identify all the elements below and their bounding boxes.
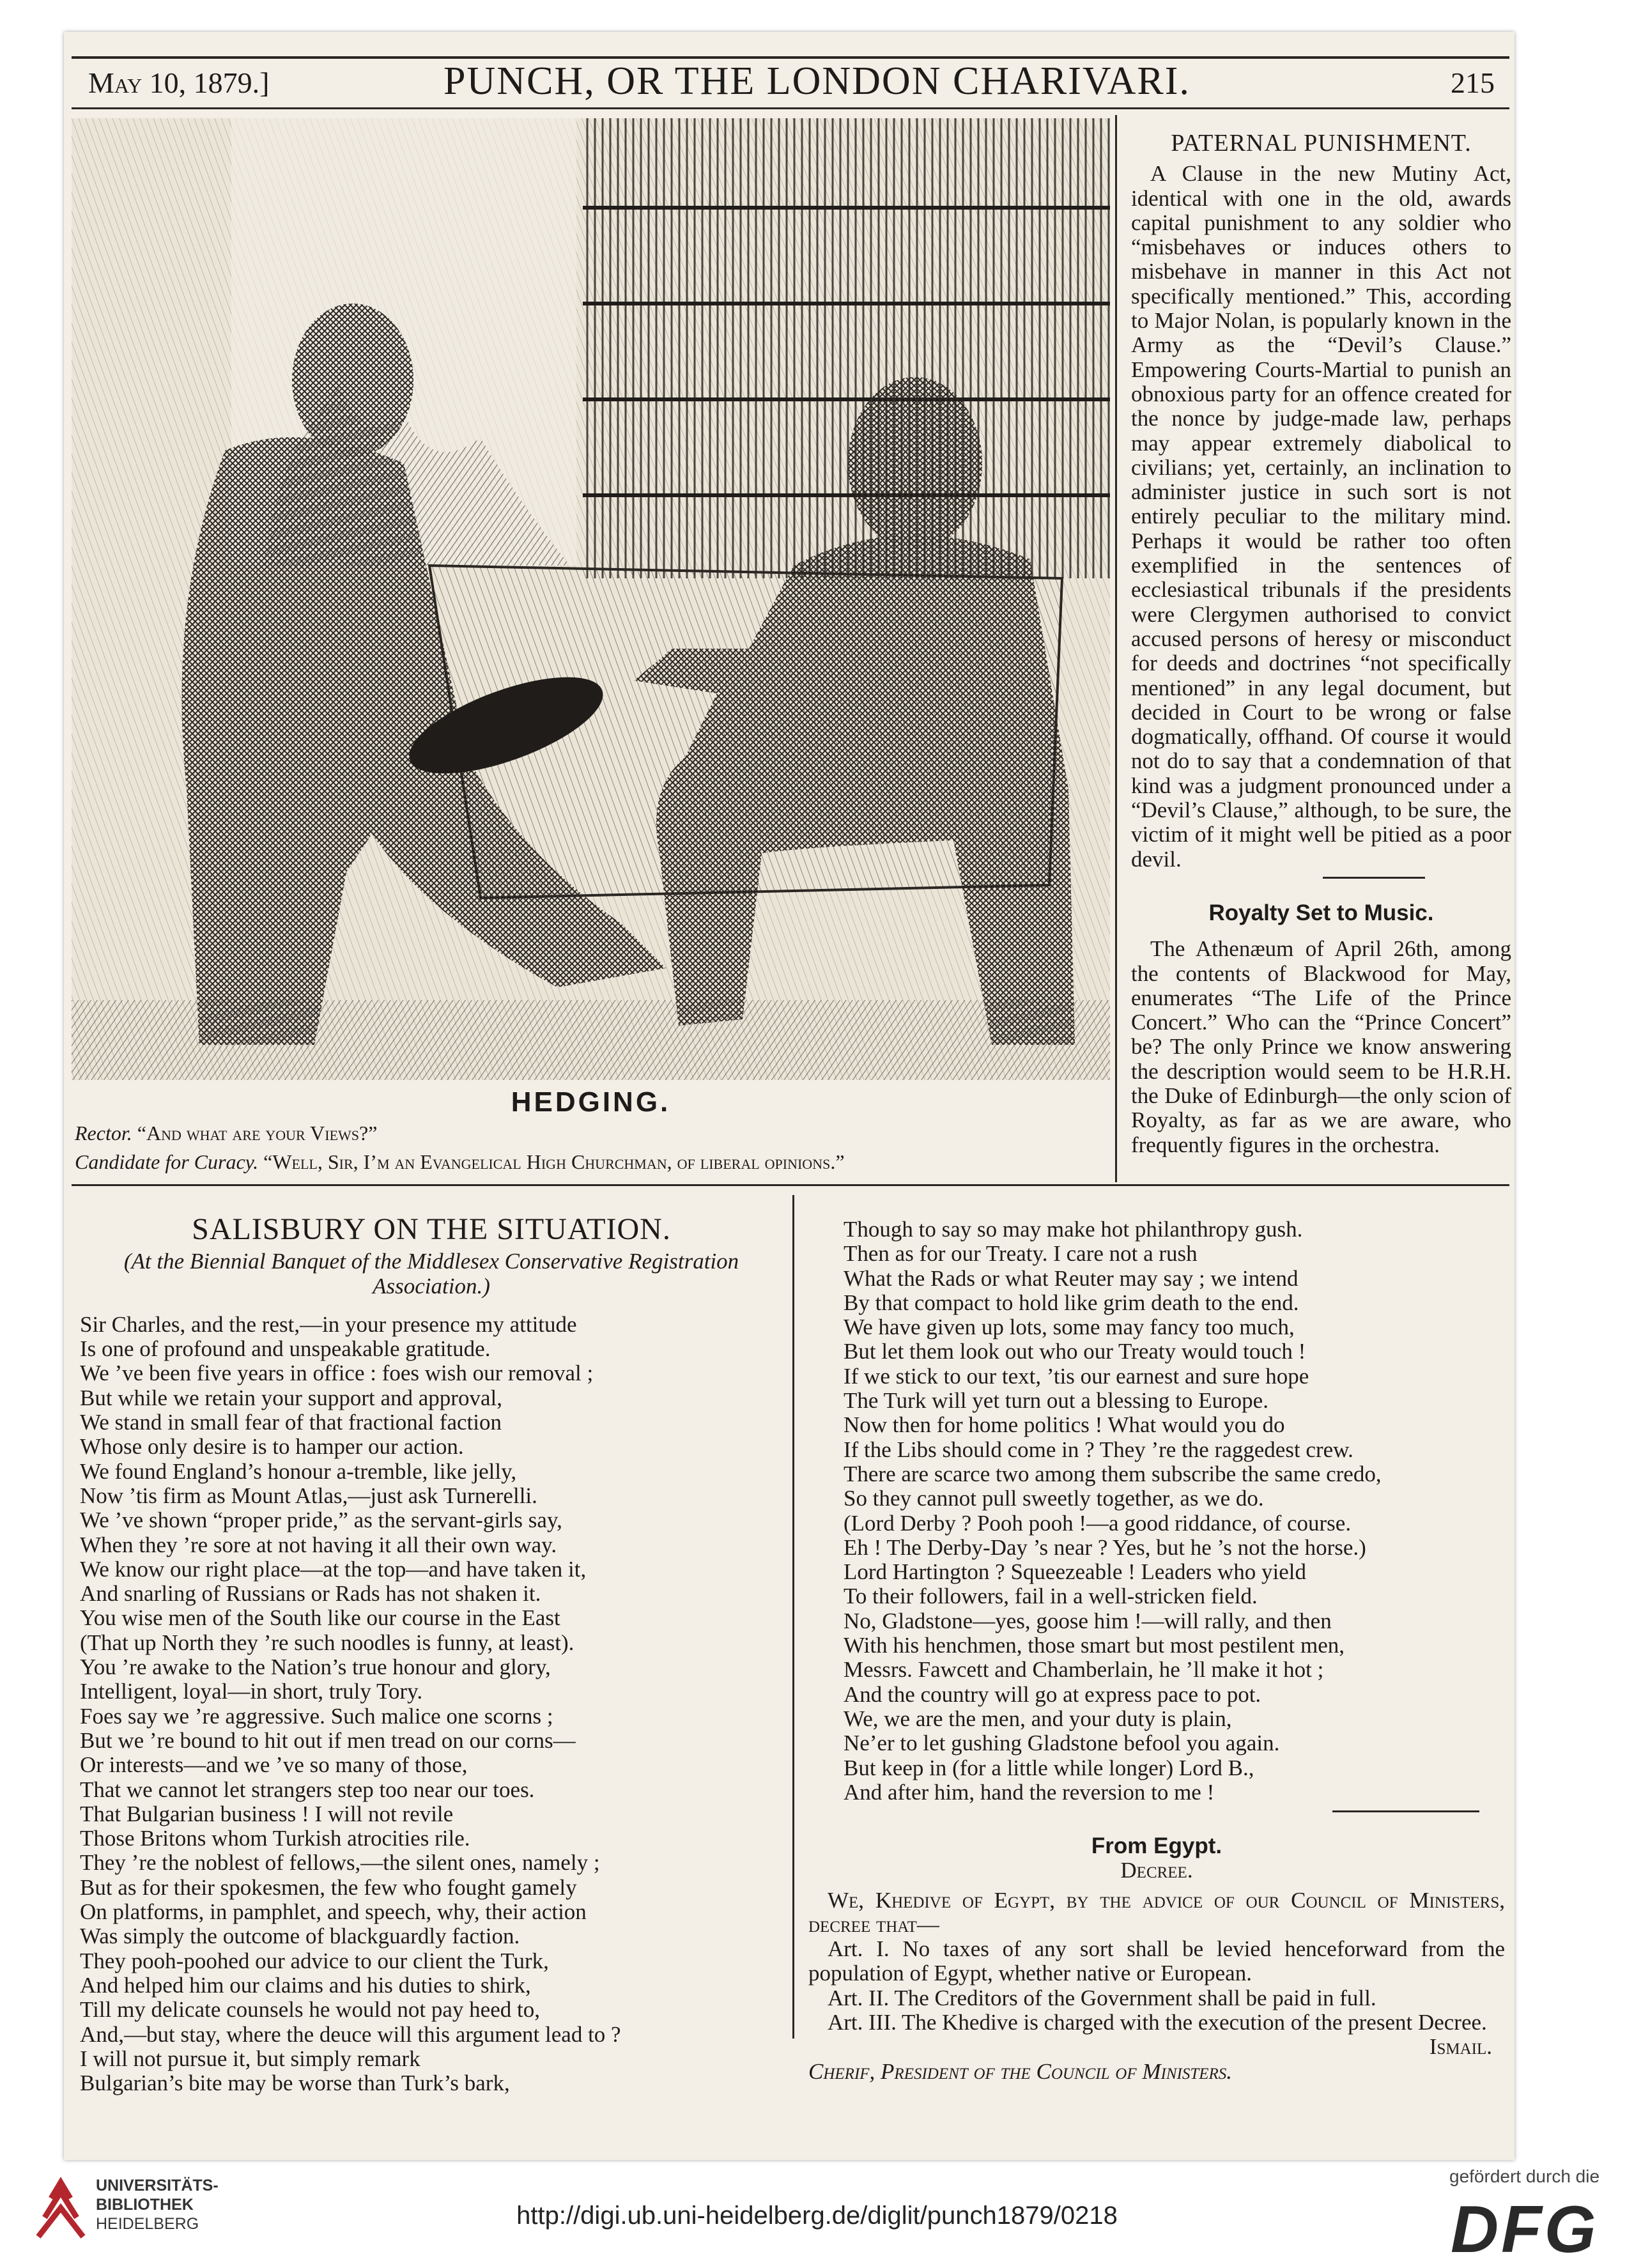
poem-line: They ’re the noblest of fellows,—the silent ones, namely ; bbox=[80, 1850, 600, 1876]
column-divider-bottom bbox=[792, 1195, 794, 2039]
rector-line: “And what are your Views?” bbox=[137, 1122, 378, 1145]
poem-line: Those Britons whom Turkish atrocities rile. bbox=[80, 1826, 470, 1851]
poem-line: Sir Charles, and the rest,—in your presence my attitude bbox=[80, 1311, 577, 1337]
poem-line: That we cannot let strangers step too near our toes. bbox=[80, 1777, 535, 1802]
poem-line: What the Rads or what Reuter may say ; we intend bbox=[844, 1265, 1299, 1291]
cartoon-illustration bbox=[72, 118, 1110, 1080]
poem-line: We have given up lots, some may fancy too much, bbox=[844, 1315, 1295, 1340]
poem-line: There are scarce two among them subscribe the same credo, bbox=[844, 1461, 1382, 1486]
poem-line: If we stick to our text, ’tis our earnest and sure hope bbox=[844, 1363, 1309, 1389]
salisbury-poem-right bbox=[844, 1217, 1508, 1805]
decree-article: Art. II. The Creditors of the Government shall be paid in full. bbox=[828, 1985, 1376, 2010]
poem-line: We ’ve been five years in office : foes wish our removal ; bbox=[80, 1361, 594, 1386]
salisbury-heading: SALISBURY ON THE SITUATION. bbox=[192, 1212, 671, 1246]
egypt-intro: We, Khedive of Egypt, by the advice of our Council of Ministers, decree that— bbox=[808, 1887, 1505, 1937]
paternal-heading: PATERNAL PUNISHMENT. bbox=[1171, 130, 1472, 157]
poem-line: But as for their spokesmen, the few who fought gamely bbox=[80, 1874, 577, 1900]
poem-line: And the country will go at express pace to pot. bbox=[844, 1681, 1261, 1707]
poem-line: If the Libs should come in ? They ’re the raggedest crew. bbox=[844, 1437, 1353, 1462]
poem-line: Bulgarian’s bite may be worse than Turk’s bark, bbox=[80, 2071, 510, 2096]
library-line-2: BIBLIOTHEK bbox=[96, 2196, 194, 2214]
poem-line: Is one of profound and unspeakable gratitude. bbox=[80, 1336, 491, 1362]
poem-line: But keep in (for a little while longer) Lord B., bbox=[844, 1755, 1254, 1780]
poem-line: We ’ve shown “proper pride,” as the servant-girls say, bbox=[80, 1508, 562, 1533]
salisbury-poem-left bbox=[80, 1212, 783, 2096]
poem-line: And,—but stay, where the deuce will this argument lead to ? bbox=[80, 2021, 621, 2047]
poem-lines-left bbox=[80, 1313, 783, 2096]
egypt-countersign: Cherif, President of the Council of Ministers. bbox=[808, 2058, 1233, 2084]
poem-line: (Lord Derby ? Pooh pooh !—a good riddance, of course. bbox=[844, 1510, 1352, 1536]
poem-line: Lord Hartington ? Squeezeable ! Leaders who yield bbox=[844, 1559, 1307, 1585]
poem-line: But we ’re bound to hit out if men tread on our corns— bbox=[80, 1727, 576, 1753]
funded-by-label: gefördert durch die bbox=[1449, 2166, 1600, 2186]
egypt-subheading: Decree. bbox=[1120, 1858, 1193, 1883]
poem-line: Eh ! The Derby-Day ’s near ? Yes, but he ’s not the horse.) bbox=[844, 1534, 1366, 1560]
engraving-image bbox=[72, 118, 1110, 1080]
speaker-candidate: Candidate for Curacy. bbox=[75, 1150, 259, 1173]
poem-line: I will not pursue it, but simply remark bbox=[80, 2046, 420, 2071]
poem-line: We, we are the men, and your duty is plain, bbox=[844, 1706, 1232, 1731]
poem-line: We found England’s honour a-tremble, like jelly, bbox=[80, 1458, 517, 1484]
header-rule bbox=[72, 107, 1509, 109]
poem-line: To their followers, fail in a well-stricken field. bbox=[844, 1584, 1258, 1609]
masthead-title: PUNCH, OR THE LONDON CHARIVARI. bbox=[443, 59, 1191, 103]
cartoon-caption-candidate bbox=[75, 1150, 845, 1174]
poem-line: But while we retain your support and approval, bbox=[80, 1385, 502, 1410]
poem-lines-right bbox=[844, 1217, 1508, 1805]
poem-line: Now ’tis firm as Mount Atlas,—just ask Turnerelli. bbox=[80, 1483, 537, 1508]
poem-line: Ne’er to let gushing Gladstone befool you again. bbox=[844, 1731, 1280, 1756]
poem-line: Whose only desire is to hamper our action. bbox=[80, 1434, 464, 1460]
cartoon-caption-rector bbox=[75, 1122, 377, 1145]
poem-line: That Bulgarian business ! I will not revile bbox=[80, 1801, 454, 1826]
poem-line: When they ’re sore at not having it all their own way. bbox=[80, 1532, 557, 1557]
decree-article: Art. I. No taxes of any sort shall be levied henceforward from the population of Egypt, whether native or European. bbox=[808, 1936, 1505, 1986]
egypt-heading: From Egypt. bbox=[1091, 1833, 1222, 1858]
poem-line: Then as for our Treaty. I care not a rush bbox=[844, 1241, 1198, 1267]
poem-line: You wise men of the South like our course in the East bbox=[80, 1605, 560, 1631]
poem-line: We know our right place—at the top—and have taken it, bbox=[80, 1556, 587, 1582]
poem-line: But let them look out who our Treaty would touch ! bbox=[844, 1339, 1306, 1364]
poem-line: By that compact to hold like grim death to the end. bbox=[844, 1290, 1299, 1315]
poem-end-rule bbox=[1332, 1810, 1479, 1812]
poem-line: And snarling of Russians or Rads has not shaken it. bbox=[80, 1581, 541, 1607]
poem-line: You ’re awake to the Nation’s true honour and glory, bbox=[80, 1655, 551, 1680]
poem-line: (That up North they ’re such noodles is funny, at least). bbox=[80, 1630, 574, 1655]
paternal-body: A Clause in the new Mutiny Act, identical with one in the old, awards capital punishment to any soldier who “misbehaves or induces others to misbehave in manner in this Act not specifically mentioned.” This, according to Major Nolan, is popularly known in the Army as the “Devil’s Clause.” Empowering Courts-Martial to punish an obnoxious party for an offence created for the nonce by judge-made law, perhaps may appear extremely diabolical to civilians; yet, certainly, an inclination to administer justice in such sort is not entirely peculiar to the military mind. Perhaps it would be rather too often exemplified in the sentences of ecclesiastical tribunals if the presidents were Clergymen authorised to convict accused persons of heresy or misconduct for deeds and doctrines “not specifically mentioned” in any legal document, but decided in Court to be wrong or false dogmatically, offhand. Of course it would not do to say that a condemnation of that kind was a judgment pronounced under a “Devil’s Clause,” although, to be sure, the victim of it might well be pitied as a poor devil. bbox=[1131, 161, 1511, 872]
poem-line: The Turk will yet turn out a blessing to Europe. bbox=[844, 1388, 1268, 1414]
issue-date: May 10, 1879.] bbox=[88, 66, 270, 99]
poem-line: With his henchmen, those smart but most pestilent men, bbox=[844, 1633, 1345, 1658]
library-line-1: UNIVERSITÄTS- bbox=[96, 2177, 219, 2195]
royalty-article bbox=[1131, 901, 1511, 1157]
paternal-punishment-article bbox=[1131, 131, 1511, 872]
separator-rule bbox=[1323, 877, 1425, 879]
poem-line: Till my delicate counsels he would not pay heed to, bbox=[80, 1997, 540, 2023]
poem-line: And after him, hand the reversion to me ! bbox=[844, 1779, 1215, 1805]
poem-line: Though to say so may make hot philanthropy gush. bbox=[844, 1217, 1303, 1242]
poem-line: Now then for home politics ! What would you do bbox=[844, 1412, 1285, 1438]
egypt-signature: Ismail. bbox=[1429, 2034, 1492, 2060]
candidate-line: “Well, Sir, I’m an Evangelical High Churchman, of liberal opinions.” bbox=[263, 1150, 845, 1173]
column-divider-top bbox=[1115, 115, 1117, 1182]
poem-line: Or interests—and we ’ve so many of those, bbox=[80, 1752, 468, 1778]
royalty-body: The Athenæum of April 26th, among the contents of Blackwood for May, enumerates “The Life of the Prince Concert.” Who can the “Prince Concert” be? The only Prince we know answering the description would seem to be H.R.H. the Duke of Edinburgh—the only scion of Royalty, as far as we are aware, who frequently figures in the orchestra. bbox=[1131, 936, 1511, 1157]
cartoon-title: HEDGING. bbox=[511, 1086, 671, 1118]
poem-line: No, Gladstone—yes, goose him !—will rally, and then bbox=[844, 1608, 1332, 1633]
poem-line: Messrs. Fawcett and Chamberlain, he ’ll make it hot ; bbox=[844, 1657, 1324, 1683]
egypt-article bbox=[808, 1834, 1505, 2084]
poem-line: And helped him our claims and his duties to shirk, bbox=[80, 1972, 531, 1998]
poem-line: Foes say we ’re aggressive. Such malice one scorns ; bbox=[80, 1703, 553, 1729]
poem-line: So they cannot pull sweetly together, as we do. bbox=[844, 1486, 1264, 1511]
poem-line: We stand in small fear of that fractional faction bbox=[80, 1410, 502, 1435]
poem-line: Intelligent, loyal—in short, truly Tory. bbox=[80, 1679, 423, 1704]
page-number: 215 bbox=[1451, 66, 1495, 99]
source-url-link[interactable]: http://digi.ub.uni-heidelberg.de/diglit/punch1879/0218 bbox=[516, 2202, 1118, 2230]
poem-line: Was simply the outcome of blackguardly faction. bbox=[80, 1924, 520, 1949]
egypt-articles bbox=[808, 1937, 1505, 2035]
salisbury-subheading-2: Association.) bbox=[373, 1273, 490, 1299]
poem-line: They pooh-poohed our advice to our client the Turk, bbox=[80, 1948, 549, 1973]
poem-line: On platforms, in pamphlet, and speech, why, their action bbox=[80, 1899, 587, 1925]
speaker-rector: Rector. bbox=[75, 1122, 132, 1145]
salisbury-subheading-1: (At the Biennial Banquet of the Middlesex Conservative Registration bbox=[123, 1249, 739, 1274]
decree-article: Art. III. The Khedive is charged with the execution of the present Decree. bbox=[828, 2010, 1487, 2035]
royalty-heading: Royalty Set to Music. bbox=[1208, 900, 1434, 925]
dfg-logo: DFG bbox=[1451, 2193, 1599, 2267]
section-rule bbox=[72, 1184, 1509, 1186]
library-line-3: HEIDELBERG bbox=[96, 2215, 199, 2233]
